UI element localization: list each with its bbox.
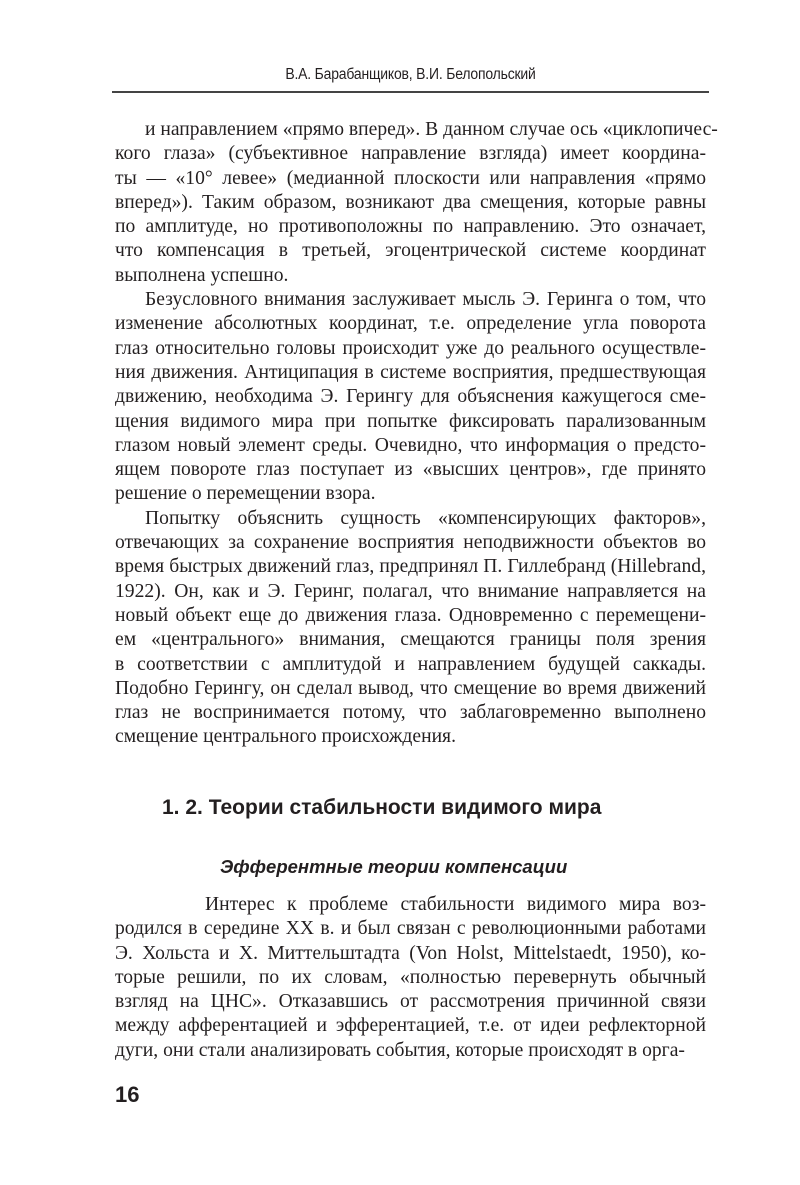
text-line: изменение абсолютных координат, т.е. определение угла поворота [115, 313, 706, 335]
text-line: родился в середине XX в. и был связан с революционными работами [115, 918, 706, 940]
text-line: взгляд на ЦНС». Отказавшись от рассмотрения причинной связи [115, 991, 706, 1013]
paragraph [115, 507, 706, 750]
text-line: отвечающих за сохранение восприятия неподвижности объектов во [115, 532, 706, 554]
text-line: глазом новый элемент среды. Очевидно, что информация о предсто- [115, 434, 706, 456]
text-line: ем «центрального» внимания, смещаются границы поля зрения [115, 629, 706, 651]
text-line: дуги, они стали анализировать события, которые происходят в орга- [115, 1039, 685, 1061]
paragraph [115, 288, 706, 507]
text-line: движению, необходима Э. Герингу для объяснения кажущегося сме- [115, 386, 706, 408]
text-line: вперед»). Таким образом, возникают два смещения, которые равны [115, 191, 706, 213]
body-text-top [115, 118, 718, 750]
paragraph [115, 893, 706, 1063]
section-heading: 1. 2. Теории стабильности видимого мира [162, 796, 602, 819]
text-line: торые решили, по их словам, «полностью перевернуть обычный [115, 966, 706, 988]
text-line: смещение центрального происхождения. [115, 726, 456, 748]
text-line: в соответствии с амплитудой и направлением будущей саккады. [115, 653, 706, 675]
body-text-bottom [115, 893, 706, 1063]
text-line: Попытку объяснить сущность «компенсирующих факторов», [145, 507, 706, 529]
text-line: между афферентацией и эфферентацией, т.е. от идеи рефлекторной [115, 1015, 706, 1037]
text-line: что компенсация в третьей, эгоцентрической системе координат [115, 240, 706, 262]
running-head: В.А. Барабанщиков, В.И. Белопольский [285, 66, 536, 83]
text-line: глаз не воспринимается потому, что заблаговременно выполнено [115, 702, 706, 724]
text-line: Безусловного внимания заслуживает мысль Э. Геринга о том, что [145, 289, 706, 311]
paragraph [115, 118, 718, 288]
text-line: новый объект еще до движения глаза. Одновременно с перемещени- [115, 604, 706, 626]
text-line: решение о перемещении взора. [115, 483, 376, 505]
text-line: глаз относительно головы происходит уже до реального осуществле- [115, 337, 706, 359]
text-line: щения видимого мира при попытке фиксировать парализованным [115, 410, 706, 432]
text-line: Интерес к проблеме стабильности видимого мира воз- [205, 894, 706, 915]
text-line: выполнена успешно. [115, 264, 289, 286]
text-line: кого глаза» (субъективное направление взгляда) имеет координа- [115, 143, 706, 165]
text-line: по амплитуде, но противоположны по направлению. Это означает, [115, 216, 706, 238]
page-number: 16 [115, 1082, 140, 1107]
text-line: ящем повороте глаз поступает из «высших центров», где принято [115, 459, 706, 481]
text-line: Э. Хольста и Х. Миттельштадта (Von Holst, Mittelstaedt, 1950), ко- [115, 942, 706, 964]
text-line: Подобно Герингу, он сделал вывод, что смещение во время движений [115, 677, 706, 699]
text-line: время быстрых движений глаз, предпринял П. Гиллебранд (Hillebrand, [115, 556, 706, 578]
text-line: и направлением «прямо вперед». В данном случае ось «циклопичес- [145, 119, 718, 140]
header-rule [112, 91, 709, 93]
text-line: 1922). Он, как и Э. Геринг, полагал, что внимание направляется на [115, 580, 706, 602]
text-line: ния движения. Антиципация в системе восприятия, предшествующая [115, 361, 706, 383]
text-line: ты — «10° левее» (медианной плоскости или направления «прямо [115, 167, 706, 189]
subsection-heading: Эфферентные теории компенсации [220, 856, 568, 877]
